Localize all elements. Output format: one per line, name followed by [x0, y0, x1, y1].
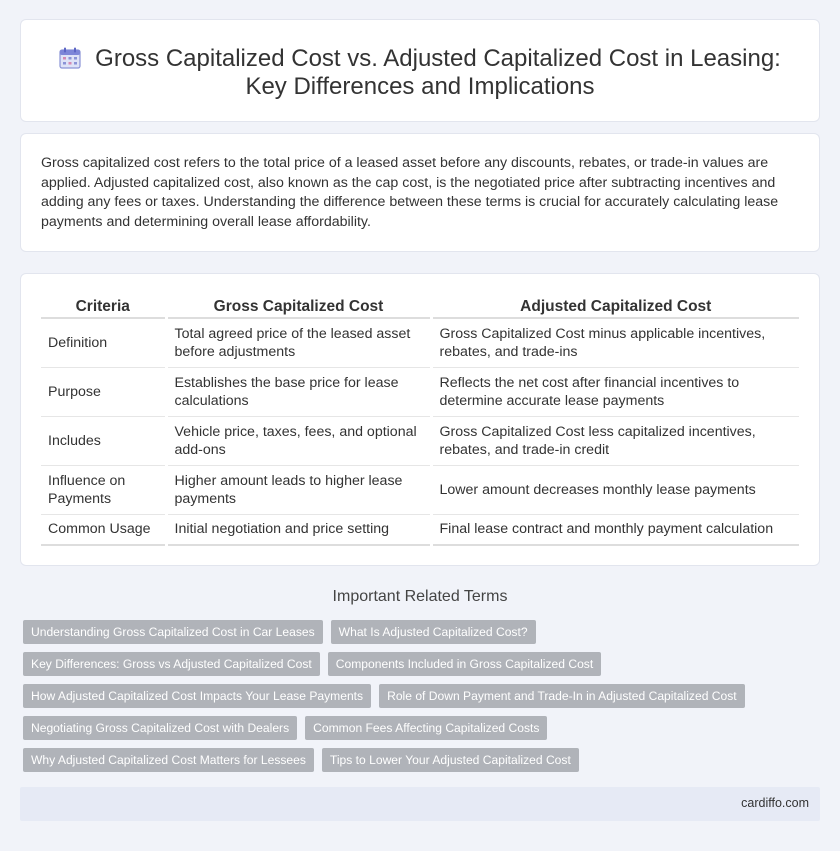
related-term-link[interactable]: Components Included in Gross Capitalized Cost — [328, 652, 601, 676]
row-adjusted: Lower amount decreases monthly lease payments — [431, 465, 799, 514]
row-criteria: Purpose — [41, 367, 166, 416]
row-criteria: Includes — [41, 416, 166, 465]
calendar-icon — [59, 47, 81, 69]
related-term-link[interactable]: Tips to Lower Your Adjusted Capitalized Cost — [322, 748, 579, 772]
row-gross: Higher amount leads to higher lease payments — [166, 465, 431, 514]
row-criteria: Definition — [41, 318, 166, 367]
header-gross: Gross Capitalized Cost — [166, 296, 431, 318]
intro-paragraph: Gross capitalized cost refers to the total price of a leased asset before any discounts, rebates, or trade-in values are applied. Adjusted capitalized cost, also known as the cap cost, is the negotiated price after subtracting incentives and adding any fees or taxes. Understanding the difference between these terms is crucial for accurately calculating lease payments and determining overall lease affordability. — [41, 155, 779, 230]
table-row — [41, 367, 799, 416]
row-criteria: Influence on Payments — [41, 465, 166, 514]
related-term-link[interactable]: Common Fees Affecting Capitalized Costs — [305, 716, 547, 740]
related-term-link[interactable]: Key Differences: Gross vs Adjusted Capitalized Cost — [23, 652, 320, 676]
related-term-link[interactable]: Understanding Gross Capitalized Cost in Car Leases — [23, 620, 323, 644]
title-card — [20, 19, 820, 122]
related-term-link[interactable]: Negotiating Gross Capitalized Cost with Dealers — [23, 716, 297, 740]
table-row — [41, 318, 799, 367]
row-adjusted: Reflects the net cost after financial incentives to determine accurate lease payments — [431, 367, 799, 416]
related-term-link[interactable]: What Is Adjusted Capitalized Cost? — [331, 620, 536, 644]
related-term-link[interactable]: How Adjusted Capitalized Cost Impacts Your Lease Payments — [23, 684, 371, 708]
row-gross: Vehicle price, taxes, fees, and optional add-ons — [166, 416, 431, 465]
footer-site-link[interactable]: cardiffo.com — [741, 796, 809, 810]
table-row — [41, 465, 799, 514]
footer — [20, 787, 820, 821]
title-line-1: Gross Capitalized Cost vs. Adjusted Capitalized Cost in Leasing: — [95, 45, 781, 72]
row-gross: Total agreed price of the leased asset before adjustments — [166, 318, 431, 367]
header-criteria: Criteria — [41, 296, 166, 318]
row-adjusted: Gross Capitalized Cost minus applicable incentives, rebates, and trade-ins — [431, 318, 799, 367]
row-adjusted: Gross Capitalized Cost less capitalized incentives, rebates, and trade-in credit — [431, 416, 799, 465]
related-terms-heading: Important Related Terms — [332, 588, 508, 605]
table-header-row — [41, 296, 799, 318]
related-terms-list — [23, 620, 823, 780]
row-gross: Initial negotiation and price setting — [166, 514, 431, 545]
header-adjusted: Adjusted Capitalized Cost — [431, 296, 799, 318]
table-row — [41, 416, 799, 465]
comparison-table — [41, 296, 799, 546]
comparison-card — [20, 273, 820, 566]
related-term-link[interactable]: Why Adjusted Capitalized Cost Matters for Lessees — [23, 748, 314, 772]
table-row — [41, 514, 799, 545]
row-criteria: Common Usage — [41, 514, 166, 545]
title-line-2: Key Differences and Implications — [245, 73, 595, 100]
page-title — [21, 45, 819, 101]
intro-card — [20, 133, 820, 252]
row-gross: Establishes the base price for lease calculations — [166, 367, 431, 416]
row-adjusted: Final lease contract and monthly payment calculation — [431, 514, 799, 545]
related-term-link[interactable]: Role of Down Payment and Trade-In in Adjusted Capitalized Cost — [379, 684, 745, 708]
